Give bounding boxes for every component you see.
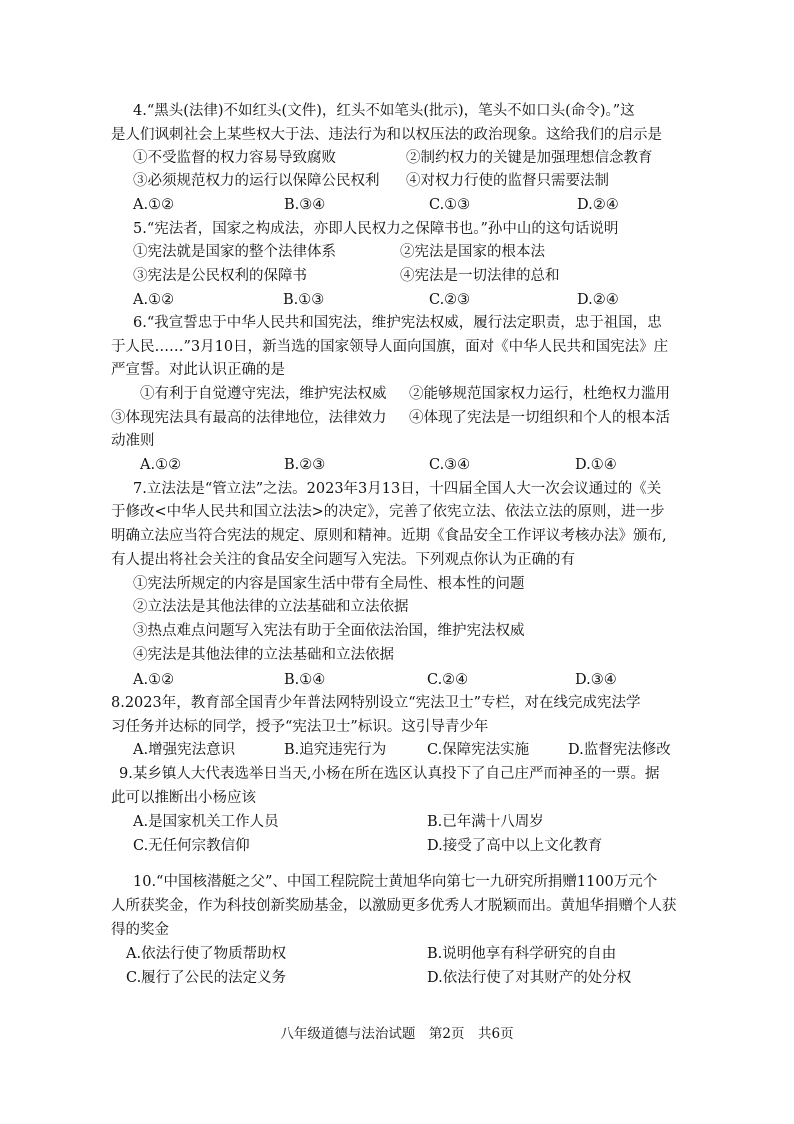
q6-option-d: D.①④: [575, 457, 617, 473]
q7-option-c: C.②④: [427, 672, 469, 688]
q7-option-b: B.①④: [284, 672, 326, 688]
q7-statement-3: ③热点难点问题写入宪法有助于全面依法治国，维护宪法权威: [133, 623, 525, 639]
q5-statement-3: ③宪法是公民权利的保障书: [133, 268, 307, 284]
q8-option-d: D.监督宪法修改: [568, 742, 671, 758]
q9-option-d: D.接受了高中以上文化教育: [427, 838, 603, 854]
q7-statement-4: ④宪法是其他法律的立法基础和立法依据: [133, 647, 394, 663]
q9-option-a: A.是国家机关工作人员: [133, 814, 279, 830]
q4-stem-line-1: 4.“黑头(法律)不如红头(文件)，红头不如笔头(批示)，笔头不如口头(命令)。”这: [133, 103, 635, 119]
q10-stem-line-1: 10.“中国核潜艇之父”、中国工程院院士黄旭华向第七一九研究所捐赠1100万元个: [133, 874, 658, 890]
q5-stem-line-1: 5.“宪法者，国家之构成法，亦即人民权力之保障书也。”孙中山的这句话说明: [133, 221, 619, 237]
q6-statement-1: ①有利于自觉遵守宪法，维护宪法权威: [140, 386, 387, 402]
q5-option-d: D.②④: [577, 292, 619, 308]
q10-option-d: D.依法行使了对其财产的处分权: [427, 970, 632, 986]
q8-stem-line-1: 8.2023年，教育部全国青少年普法网特别设立“宪法卫士”专栏，对在线完成宪法学: [111, 695, 641, 711]
q5-statement-4: ④宪法是一切法律的总和: [400, 268, 560, 284]
q9-option-c: C.无任何宗教信仰: [133, 838, 250, 854]
q5-option-b: B.①③: [283, 292, 325, 308]
q7-option-a: A.①②: [133, 672, 175, 688]
q10-option-c: C.履行了公民的法定义务: [126, 970, 287, 986]
q5-option-c: C.②③: [429, 292, 471, 308]
q7-stem-line-3: 明确立法应当符合宪法的规定、原则和精神。近期《食品安全工作评议考核办法》颁布,: [111, 528, 667, 544]
q6-statement-4: ④体现了宪法是一切组织和个人的根本活: [409, 410, 670, 426]
q4-statement-4: ④对权力行使的监督只需要法制: [406, 173, 609, 189]
q6-statement-3: ③体现宪法具有最高的法律地位，法律效力: [111, 410, 387, 426]
q7-stem-line-4: 有人提出将社会关注的食品安全问题写入宪法。下列观点你认为正确的有: [111, 552, 575, 568]
q10-option-a: A.依法行使了物质帮助权: [126, 946, 287, 962]
q4-option-c: C.①③: [429, 197, 471, 213]
q7-statement-1: ①宪法所规定的内容是国家生活中带有全局性、根本性的问题: [133, 576, 525, 592]
q5-option-a: A.①②: [133, 292, 175, 308]
q4-option-d: D.②④: [577, 197, 619, 213]
q6-stem-line-3: 严宣誓。对此认识正确的是: [111, 362, 285, 378]
q7-option-d: D.③④: [575, 672, 617, 688]
q4-option-a: A.①②: [133, 197, 175, 213]
q4-option-b: B.③④: [284, 197, 326, 213]
q9-stem-line-1: 9.某乡镇人大代表选举日当天,小杨在所在选区认真投下了自己庄严而神圣的一票。据: [119, 766, 660, 782]
q6-option-c: C.③④: [429, 457, 471, 473]
q10-stem-line-3: 得的奖金: [111, 922, 169, 938]
q8-option-c: C.保障宪法实施: [427, 742, 530, 758]
q10-stem-line-2: 人所获奖金，作为科技创新奖励基金，以激励更多优秀人才脱颖而出。黄旭华捐赠个人获: [111, 898, 677, 914]
q4-statement-2: ②制约权力的关键是加强理想信念教育: [406, 150, 653, 166]
page-footer: 八年级道德与法治试题 第2页 共6页: [280, 1026, 514, 1042]
q6-stem-line-1: 6.“我宣誓忠于中华人民共和国宪法，维护宪法权威，履行法定职责，忠于祖国，忠: [133, 315, 662, 331]
q5-statement-1: ①宪法就是国家的整个法律体系: [133, 244, 336, 260]
q6-statement-4-cont: 动准则: [111, 433, 155, 449]
q4-stem-line-2: 是人们讽刺社会上某些权大于法、违法行为和以权压法的政治现象。这给我们的启示是: [111, 127, 662, 143]
q6-stem-line-2: 于人民……”3月10日，新当选的国家领导人面向国旗，面对《中华人民共和国宪法》庄: [111, 339, 669, 355]
q9-stem-line-2: 此可以推断出小杨应该: [111, 790, 256, 806]
q6-option-a: A.①②: [140, 457, 182, 473]
q9-option-b: B.已年满十八周岁: [427, 814, 544, 830]
q5-statement-2: ②宪法是国家的根本法: [400, 244, 545, 260]
q8-stem-line-2: 习任务并达标的同学，授予“宪法卫士”标识。这引导青少年: [111, 719, 489, 735]
q4-statement-1: ①不受监督的权力容易导致腐败: [133, 150, 336, 166]
q4-statement-3: ③必须规范权力的运行以保障公民权利: [133, 173, 380, 189]
q7-stem-line-1: 7.立法法是“管立法”之法。2023年3月13日，十四届全国人大一次会议通过的《关: [133, 481, 662, 497]
q6-statement-2: ②能够规范国家权力运行，杜绝权力滥用: [409, 386, 670, 402]
q7-statement-2: ②立法法是其他法律的立法基础和立法依据: [133, 599, 409, 615]
q8-option-b: B.追究违宪行为: [284, 742, 387, 758]
q8-option-a: A.增强宪法意识: [133, 742, 236, 758]
q7-stem-line-2: 于修改<中华人民共和国立法法>的决定》，完善了依宪立法、依法立法的原则，进一步: [111, 504, 665, 520]
q10-option-b: B.说明他享有科学研究的自由: [427, 946, 617, 962]
q6-option-b: B.②③: [284, 457, 326, 473]
